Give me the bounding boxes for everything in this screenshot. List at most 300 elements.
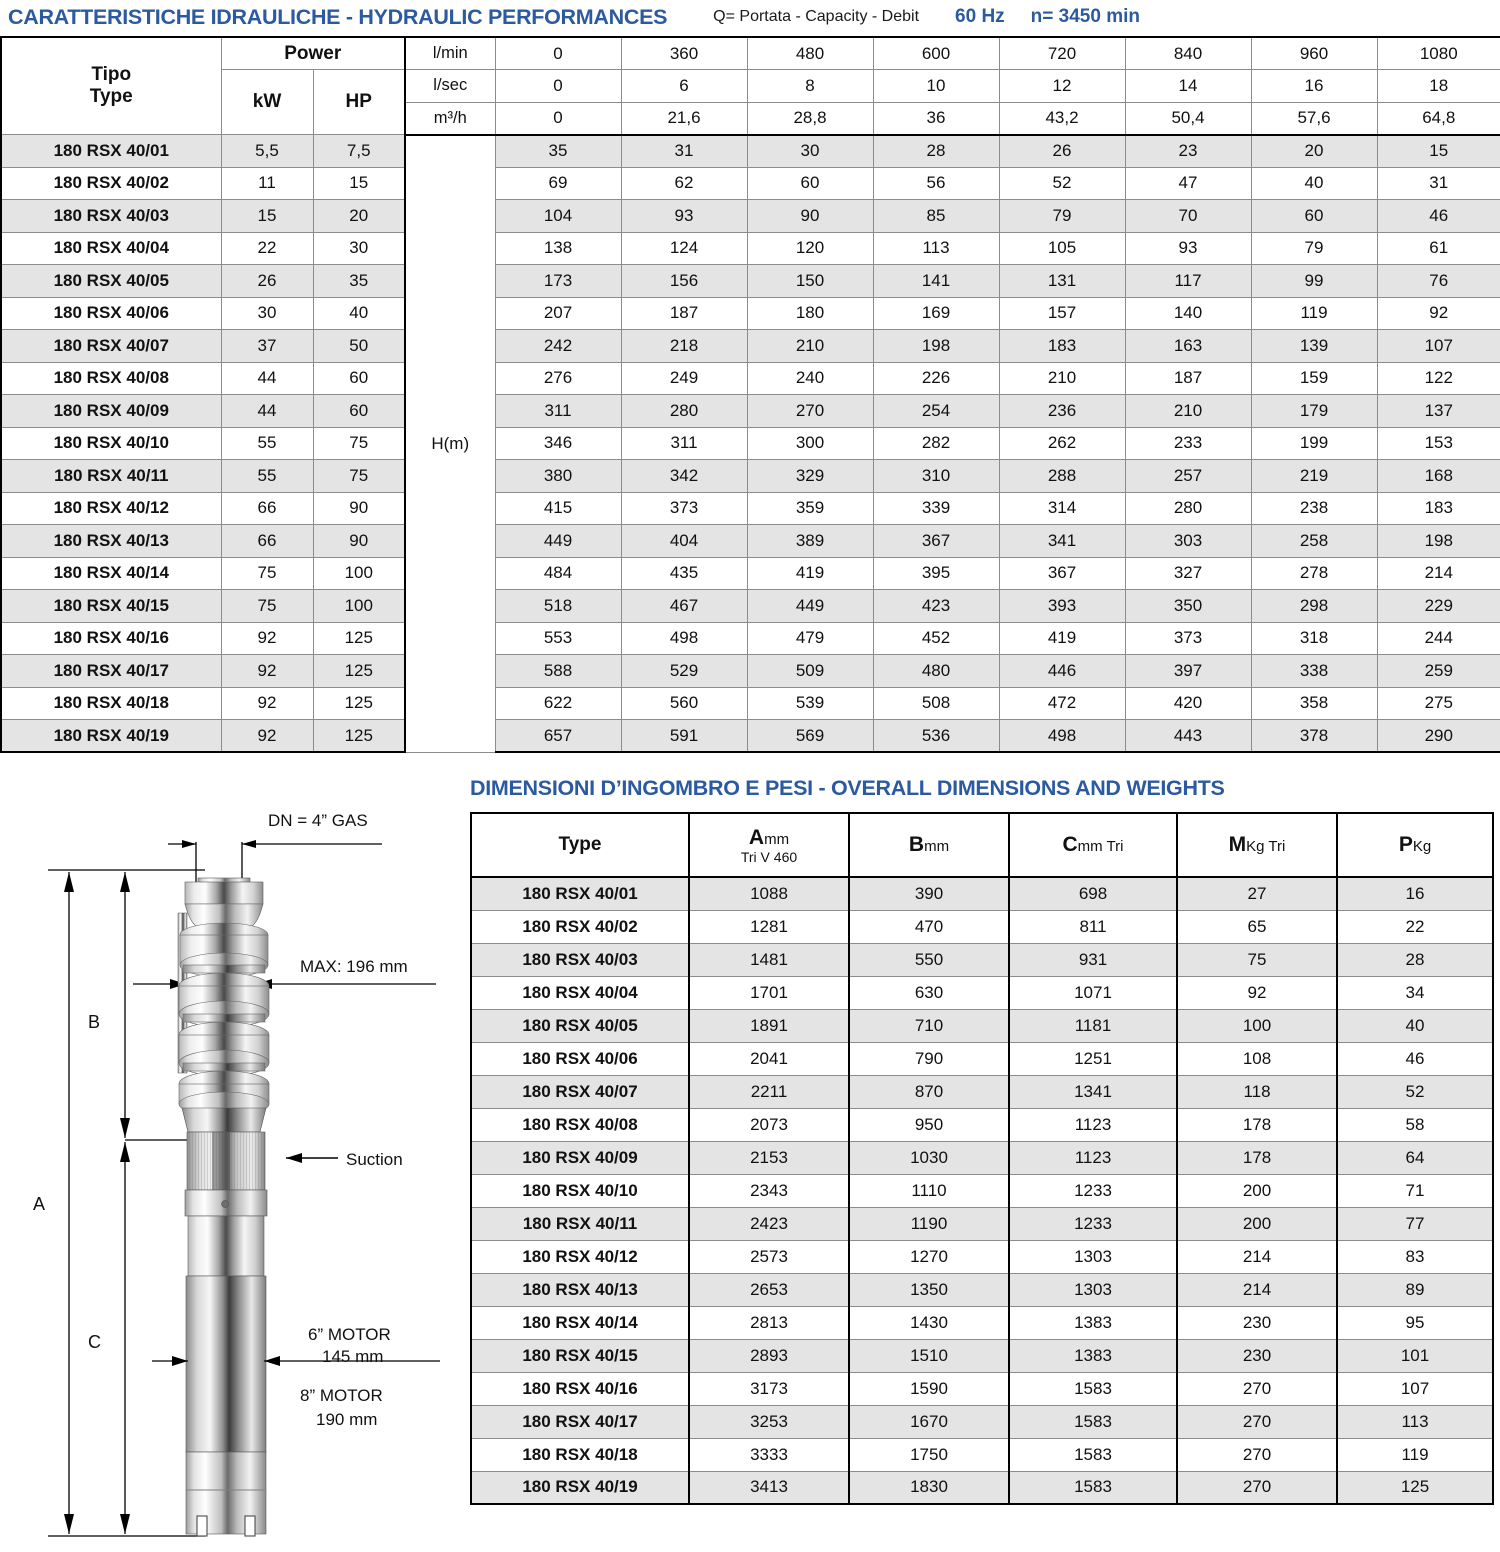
motor-arrow-left bbox=[172, 1356, 188, 1366]
flow-lsec-7: 18 bbox=[1377, 70, 1500, 103]
cell-p: 58 bbox=[1337, 1108, 1493, 1141]
cell-head: 168 bbox=[1377, 460, 1500, 493]
label-motor6-line1: 6” MOTOR bbox=[308, 1325, 391, 1344]
cell-type: 180 RSX 40/03 bbox=[471, 943, 689, 976]
cell-head: 156 bbox=[621, 265, 747, 298]
cell-head: 226 bbox=[873, 362, 999, 395]
cell-a: 2041 bbox=[689, 1042, 849, 1075]
cell-head: 244 bbox=[1377, 622, 1500, 655]
cell-type: 180 RSX 40/07 bbox=[1, 330, 221, 363]
dim-col-c-unit: mm Tri bbox=[1077, 838, 1124, 855]
dimensions-table-row bbox=[471, 1240, 1493, 1273]
cell-type: 180 RSX 40/06 bbox=[1, 297, 221, 330]
cell-c: 1303 bbox=[1009, 1273, 1177, 1306]
cell-head: 498 bbox=[999, 720, 1125, 753]
dim-label-b: B bbox=[88, 1012, 101, 1032]
flow-lmin-1: 360 bbox=[621, 37, 747, 70]
cell-type: 180 RSX 40/10 bbox=[471, 1174, 689, 1207]
cell-head: 30 bbox=[747, 135, 873, 168]
cell-b: 1190 bbox=[849, 1207, 1009, 1240]
cell-a: 3253 bbox=[689, 1405, 849, 1438]
cell-type: 180 RSX 40/17 bbox=[471, 1405, 689, 1438]
flow-m3h-1: 21,6 bbox=[621, 102, 747, 135]
pump-body-graphic bbox=[178, 878, 269, 1536]
cell-hp: 60 bbox=[313, 395, 405, 428]
cell-head: 207 bbox=[495, 297, 621, 330]
cell-c: 1303 bbox=[1009, 1240, 1177, 1273]
cell-head: 339 bbox=[873, 492, 999, 525]
cell-kw: 92 bbox=[221, 655, 313, 688]
cell-head: 240 bbox=[747, 362, 873, 395]
a-arrow-top bbox=[64, 872, 74, 892]
cell-type: 180 RSX 40/14 bbox=[1, 557, 221, 590]
cell-head: 140 bbox=[1125, 297, 1251, 330]
cell-head: 40 bbox=[1251, 167, 1377, 200]
hydraulic-performance-table bbox=[0, 36, 1500, 753]
hydraulic-table-row bbox=[1, 330, 1500, 363]
cell-head: 484 bbox=[495, 557, 621, 590]
page-header bbox=[0, 0, 1500, 34]
hydraulic-table-row bbox=[1, 427, 1500, 460]
cell-head: 119 bbox=[1251, 297, 1377, 330]
cell-p: 16 bbox=[1337, 877, 1493, 910]
cell-head: 120 bbox=[747, 232, 873, 265]
label-motor6-line2: 145 mm bbox=[322, 1347, 384, 1366]
cell-b: 1830 bbox=[849, 1471, 1009, 1504]
cell-p: 22 bbox=[1337, 910, 1493, 943]
cell-head: 141 bbox=[873, 265, 999, 298]
cell-head: 423 bbox=[873, 590, 999, 623]
cell-b: 390 bbox=[849, 877, 1009, 910]
cell-head: 79 bbox=[1251, 232, 1377, 265]
cell-b: 1110 bbox=[849, 1174, 1009, 1207]
cell-head: 569 bbox=[747, 720, 873, 753]
cell-head: 420 bbox=[1125, 687, 1251, 720]
cell-head: 131 bbox=[999, 265, 1125, 298]
cell-a: 2573 bbox=[689, 1240, 849, 1273]
cell-hp: 125 bbox=[313, 655, 405, 688]
cell-hp: 90 bbox=[313, 492, 405, 525]
flow-lmin-3: 600 bbox=[873, 37, 999, 70]
cell-kw: 92 bbox=[221, 687, 313, 720]
cell-head: 85 bbox=[873, 200, 999, 233]
cell-m: 230 bbox=[1177, 1339, 1337, 1372]
cell-p: 28 bbox=[1337, 943, 1493, 976]
cell-c: 698 bbox=[1009, 877, 1177, 910]
cell-p: 40 bbox=[1337, 1009, 1493, 1042]
cell-type: 180 RSX 40/11 bbox=[1, 460, 221, 493]
cell-head: 93 bbox=[1125, 232, 1251, 265]
cell-m: 270 bbox=[1177, 1471, 1337, 1504]
cell-hp: 15 bbox=[313, 167, 405, 200]
col-header-type-line2: Type bbox=[89, 86, 133, 107]
dim-col-c-letter: C bbox=[1062, 833, 1078, 856]
cell-type: 180 RSX 40/11 bbox=[471, 1207, 689, 1240]
capacity-legend: Q= Portata - Capacity - Debit bbox=[713, 8, 920, 25]
cell-type: 180 RSX 40/16 bbox=[471, 1372, 689, 1405]
cell-head: 28 bbox=[873, 135, 999, 168]
cell-a: 2653 bbox=[689, 1273, 849, 1306]
dimensions-table-row bbox=[471, 1372, 1493, 1405]
dim-col-p-unit: Kg bbox=[1412, 838, 1432, 855]
cell-c: 1383 bbox=[1009, 1306, 1177, 1339]
dimensions-table-body bbox=[471, 877, 1493, 1504]
cell-type: 180 RSX 40/03 bbox=[1, 200, 221, 233]
c-arrow-bottom bbox=[120, 1514, 130, 1534]
cell-head: 62 bbox=[621, 167, 747, 200]
cell-b: 1670 bbox=[849, 1405, 1009, 1438]
flow-m3h-6: 57,6 bbox=[1251, 102, 1377, 135]
cell-type: 180 RSX 40/09 bbox=[1, 395, 221, 428]
cell-hp: 40 bbox=[313, 297, 405, 330]
cell-head: 169 bbox=[873, 297, 999, 330]
cell-kw: 92 bbox=[221, 720, 313, 753]
cell-head: 229 bbox=[1377, 590, 1500, 623]
cell-c: 1123 bbox=[1009, 1141, 1177, 1174]
cell-head: 358 bbox=[1251, 687, 1377, 720]
cell-head: 378 bbox=[1251, 720, 1377, 753]
cell-type: 180 RSX 40/13 bbox=[471, 1273, 689, 1306]
cell-head: 270 bbox=[747, 395, 873, 428]
cell-hp: 50 bbox=[313, 330, 405, 363]
hydraulic-table-row bbox=[1, 200, 1500, 233]
flow-lsec-4: 12 bbox=[999, 70, 1125, 103]
cell-head: 210 bbox=[747, 330, 873, 363]
cell-head: 373 bbox=[621, 492, 747, 525]
cell-head: 214 bbox=[1377, 557, 1500, 590]
cell-m: 270 bbox=[1177, 1438, 1337, 1471]
dimensions-table-row bbox=[471, 1141, 1493, 1174]
cell-type: 180 RSX 40/10 bbox=[1, 427, 221, 460]
cell-head: 259 bbox=[1377, 655, 1500, 688]
dim-col-m-unit: Kg Tri bbox=[1246, 838, 1286, 855]
label-suction: Suction bbox=[346, 1150, 403, 1169]
dimensions-section-title: DIMENSIONI D’INGOMBRO E PESI - OVERALL DIMENSIONS AND WEIGHTS bbox=[470, 776, 1225, 800]
cell-b: 1350 bbox=[849, 1273, 1009, 1306]
cell-type: 180 RSX 40/12 bbox=[471, 1240, 689, 1273]
cell-head: 311 bbox=[621, 427, 747, 460]
cell-head: 276 bbox=[495, 362, 621, 395]
c-arrow-top bbox=[120, 1142, 130, 1162]
cell-head: 341 bbox=[999, 525, 1125, 558]
cell-head: 79 bbox=[999, 200, 1125, 233]
dim-label-a: A bbox=[33, 1194, 46, 1214]
cell-c: 1181 bbox=[1009, 1009, 1177, 1042]
dimensions-table-row bbox=[471, 1042, 1493, 1075]
cell-head: 393 bbox=[999, 590, 1125, 623]
cell-m: 178 bbox=[1177, 1141, 1337, 1174]
dim-col-b-unit: mm bbox=[924, 838, 950, 855]
hydraulic-table-row bbox=[1, 395, 1500, 428]
cell-a: 2423 bbox=[689, 1207, 849, 1240]
cell-head: 187 bbox=[1125, 362, 1251, 395]
dimensions-table-row bbox=[471, 1438, 1493, 1471]
cell-head: 479 bbox=[747, 622, 873, 655]
cell-head: 180 bbox=[747, 297, 873, 330]
hydraulic-table-row bbox=[1, 590, 1500, 623]
cell-a: 2211 bbox=[689, 1075, 849, 1108]
cell-head: 26 bbox=[999, 135, 1125, 168]
cell-kw: 37 bbox=[221, 330, 313, 363]
cell-type: 180 RSX 40/05 bbox=[471, 1009, 689, 1042]
cell-type: 180 RSX 40/08 bbox=[1, 362, 221, 395]
cell-head: 310 bbox=[873, 460, 999, 493]
cell-a: 1891 bbox=[689, 1009, 849, 1042]
cell-kw: 15 bbox=[221, 200, 313, 233]
dimensions-table-row bbox=[471, 1174, 1493, 1207]
cell-head: 258 bbox=[1251, 525, 1377, 558]
cell-b: 1750 bbox=[849, 1438, 1009, 1471]
cell-head: 290 bbox=[1377, 720, 1500, 753]
cell-b: 630 bbox=[849, 976, 1009, 1009]
cell-a: 1088 bbox=[689, 877, 849, 910]
cell-b: 1030 bbox=[849, 1141, 1009, 1174]
cell-type: 180 RSX 40/15 bbox=[471, 1339, 689, 1372]
cell-head: 449 bbox=[747, 590, 873, 623]
cell-a: 2813 bbox=[689, 1306, 849, 1339]
dimensions-table-row bbox=[471, 1273, 1493, 1306]
cell-hp: 125 bbox=[313, 622, 405, 655]
cell-head: 47 bbox=[1125, 167, 1251, 200]
cell-a: 3413 bbox=[689, 1471, 849, 1504]
col-header-type bbox=[1, 37, 221, 135]
dim-col-header-a bbox=[689, 813, 849, 877]
flow-lsec-6: 16 bbox=[1251, 70, 1377, 103]
cell-b: 1270 bbox=[849, 1240, 1009, 1273]
cell-m: 270 bbox=[1177, 1372, 1337, 1405]
cell-p: 125 bbox=[1337, 1471, 1493, 1504]
cell-head: 242 bbox=[495, 330, 621, 363]
flow-lsec-0: 0 bbox=[495, 70, 621, 103]
cell-c: 1233 bbox=[1009, 1207, 1177, 1240]
dimensions-table-row bbox=[471, 976, 1493, 1009]
flow-m3h-0: 0 bbox=[495, 102, 621, 135]
dimensions-table-row bbox=[471, 943, 1493, 976]
cell-head: 70 bbox=[1125, 200, 1251, 233]
cell-b: 1590 bbox=[849, 1372, 1009, 1405]
cell-head: 622 bbox=[495, 687, 621, 720]
label-motor8-line1: 8” MOTOR bbox=[300, 1386, 383, 1405]
dimensions-table-head bbox=[471, 813, 1493, 877]
cell-head: 415 bbox=[495, 492, 621, 525]
cell-p: 34 bbox=[1337, 976, 1493, 1009]
cell-head: 31 bbox=[621, 135, 747, 168]
cell-a: 2893 bbox=[689, 1339, 849, 1372]
cell-type: 180 RSX 40/13 bbox=[1, 525, 221, 558]
cell-head: 60 bbox=[1251, 200, 1377, 233]
cell-head: 303 bbox=[1125, 525, 1251, 558]
cell-head: 219 bbox=[1251, 460, 1377, 493]
cell-m: 27 bbox=[1177, 877, 1337, 910]
cell-c: 931 bbox=[1009, 943, 1177, 976]
cell-head: 105 bbox=[999, 232, 1125, 265]
cell-head: 20 bbox=[1251, 135, 1377, 168]
cell-m: 178 bbox=[1177, 1108, 1337, 1141]
cell-head: 280 bbox=[1125, 492, 1251, 525]
cell-b: 1510 bbox=[849, 1339, 1009, 1372]
cell-c: 1583 bbox=[1009, 1405, 1177, 1438]
cell-type: 180 RSX 40/07 bbox=[471, 1075, 689, 1108]
hydraulic-table-row bbox=[1, 525, 1500, 558]
cell-b: 1430 bbox=[849, 1306, 1009, 1339]
cell-head: 419 bbox=[747, 557, 873, 590]
flow-lmin-6: 960 bbox=[1251, 37, 1377, 70]
cell-kw: 66 bbox=[221, 525, 313, 558]
cell-head: 338 bbox=[1251, 655, 1377, 688]
cell-head: 35 bbox=[495, 135, 621, 168]
cell-p: 46 bbox=[1337, 1042, 1493, 1075]
dim-col-header-p bbox=[1337, 813, 1493, 877]
cell-hp: 35 bbox=[313, 265, 405, 298]
cell-head: 539 bbox=[747, 687, 873, 720]
cell-head: 15 bbox=[1377, 135, 1500, 168]
dim-col-m-letter: M bbox=[1228, 833, 1247, 856]
cell-a: 1701 bbox=[689, 976, 849, 1009]
dimensions-table-row bbox=[471, 1207, 1493, 1240]
cell-head: 275 bbox=[1377, 687, 1500, 720]
cell-p: 83 bbox=[1337, 1240, 1493, 1273]
cell-a: 2073 bbox=[689, 1108, 849, 1141]
cell-kw: 75 bbox=[221, 557, 313, 590]
cell-head: 342 bbox=[621, 460, 747, 493]
dim-col-a-sub: Tri V 460 bbox=[740, 848, 798, 865]
hydraulic-table-row bbox=[1, 265, 1500, 298]
frequency-label: 60 Hz bbox=[955, 6, 1005, 27]
cell-hp: 125 bbox=[313, 687, 405, 720]
col-header-type-line1: Tipo bbox=[91, 64, 132, 85]
cell-c: 1341 bbox=[1009, 1075, 1177, 1108]
flow-m3h-5: 50,4 bbox=[1125, 102, 1251, 135]
cell-kw: 44 bbox=[221, 395, 313, 428]
cell-hp: 100 bbox=[313, 590, 405, 623]
col-header-hp: HP bbox=[313, 70, 405, 135]
cell-head: 509 bbox=[747, 655, 873, 688]
cell-head: 536 bbox=[873, 720, 999, 753]
cell-a: 3333 bbox=[689, 1438, 849, 1471]
dimensions-header-row bbox=[471, 813, 1493, 877]
cell-head: 327 bbox=[1125, 557, 1251, 590]
flow-m3h-7: 64,8 bbox=[1377, 102, 1500, 135]
cell-hp: 75 bbox=[313, 427, 405, 460]
cell-head: 435 bbox=[621, 557, 747, 590]
cell-head: 257 bbox=[1125, 460, 1251, 493]
cell-m: 75 bbox=[1177, 943, 1337, 976]
cell-kw: 55 bbox=[221, 427, 313, 460]
cell-p: 119 bbox=[1337, 1438, 1493, 1471]
cell-p: 71 bbox=[1337, 1174, 1493, 1207]
hydraulic-table-row bbox=[1, 720, 1500, 753]
cell-head: 380 bbox=[495, 460, 621, 493]
cell-head: 236 bbox=[999, 395, 1125, 428]
cell-head: 183 bbox=[1377, 492, 1500, 525]
cell-kw: 92 bbox=[221, 622, 313, 655]
cell-head: 367 bbox=[999, 557, 1125, 590]
col-header-kw: kW bbox=[221, 70, 313, 135]
cell-m: 200 bbox=[1177, 1207, 1337, 1240]
cell-head: 508 bbox=[873, 687, 999, 720]
cell-head: 138 bbox=[495, 232, 621, 265]
dim-col-b-letter: B bbox=[908, 833, 925, 856]
cell-head: 93 bbox=[621, 200, 747, 233]
hydraulic-table-body bbox=[1, 135, 1500, 753]
cell-head: 198 bbox=[873, 330, 999, 363]
flow-lmin-5: 840 bbox=[1125, 37, 1251, 70]
cell-b: 950 bbox=[849, 1108, 1009, 1141]
unit-lsec: l/sec bbox=[405, 70, 495, 103]
cell-head: 23 bbox=[1125, 135, 1251, 168]
cell-hp: 90 bbox=[313, 525, 405, 558]
cell-c: 1583 bbox=[1009, 1438, 1177, 1471]
cell-head: 150 bbox=[747, 265, 873, 298]
cell-a: 2153 bbox=[689, 1141, 849, 1174]
hydraulic-table-row bbox=[1, 557, 1500, 590]
cell-head: 467 bbox=[621, 590, 747, 623]
cell-head: 498 bbox=[621, 622, 747, 655]
dimensions-table-row bbox=[471, 910, 1493, 943]
cell-head: 280 bbox=[621, 395, 747, 428]
cell-head: 76 bbox=[1377, 265, 1500, 298]
cell-m: 270 bbox=[1177, 1405, 1337, 1438]
label-motor8-line2: 190 mm bbox=[316, 1410, 378, 1429]
dimensions-table-row bbox=[471, 877, 1493, 910]
cell-head: 529 bbox=[621, 655, 747, 688]
dim-col-a-letter: A bbox=[748, 825, 765, 849]
dn-arrow-left bbox=[182, 840, 196, 848]
speed-label: n= 3450 min bbox=[1030, 6, 1140, 27]
cell-type: 180 RSX 40/01 bbox=[1, 135, 221, 168]
cell-head: 443 bbox=[1125, 720, 1251, 753]
cell-head: 99 bbox=[1251, 265, 1377, 298]
cell-head: 163 bbox=[1125, 330, 1251, 363]
cell-hp: 20 bbox=[313, 200, 405, 233]
cell-head: 300 bbox=[747, 427, 873, 460]
cell-head: 92 bbox=[1377, 297, 1500, 330]
hydraulic-table-head bbox=[1, 37, 1500, 135]
hydraulic-table-row bbox=[1, 135, 1500, 168]
cell-type: 180 RSX 40/09 bbox=[471, 1141, 689, 1174]
cell-type: 180 RSX 40/17 bbox=[1, 655, 221, 688]
cell-head: 113 bbox=[873, 232, 999, 265]
cell-p: 113 bbox=[1337, 1405, 1493, 1438]
cell-type: 180 RSX 40/06 bbox=[471, 1042, 689, 1075]
flow-lmin-4: 720 bbox=[999, 37, 1125, 70]
cell-head: 233 bbox=[1125, 427, 1251, 460]
cell-head: 153 bbox=[1377, 427, 1500, 460]
header-row-lmin bbox=[1, 37, 1500, 70]
pump-assembly-drawing bbox=[0, 800, 462, 1552]
cell-m: 214 bbox=[1177, 1273, 1337, 1306]
cell-head: 298 bbox=[1251, 590, 1377, 623]
cell-m: 108 bbox=[1177, 1042, 1337, 1075]
cell-head: 314 bbox=[999, 492, 1125, 525]
cell-p: 52 bbox=[1337, 1075, 1493, 1108]
cell-m: 100 bbox=[1177, 1009, 1337, 1042]
cell-head: 588 bbox=[495, 655, 621, 688]
cell-kw: 75 bbox=[221, 590, 313, 623]
cell-c: 1583 bbox=[1009, 1471, 1177, 1504]
cell-hp: 60 bbox=[313, 362, 405, 395]
unit-m3h: m³/h bbox=[405, 102, 495, 135]
cell-head: 657 bbox=[495, 720, 621, 753]
hydraulic-table-row bbox=[1, 232, 1500, 265]
cell-hp: 100 bbox=[313, 557, 405, 590]
flow-m3h-3: 36 bbox=[873, 102, 999, 135]
cell-kw: 55 bbox=[221, 460, 313, 493]
cell-type: 180 RSX 40/02 bbox=[1, 167, 221, 200]
cell-head: 480 bbox=[873, 655, 999, 688]
cell-head: 159 bbox=[1251, 362, 1377, 395]
cell-head: 311 bbox=[495, 395, 621, 428]
